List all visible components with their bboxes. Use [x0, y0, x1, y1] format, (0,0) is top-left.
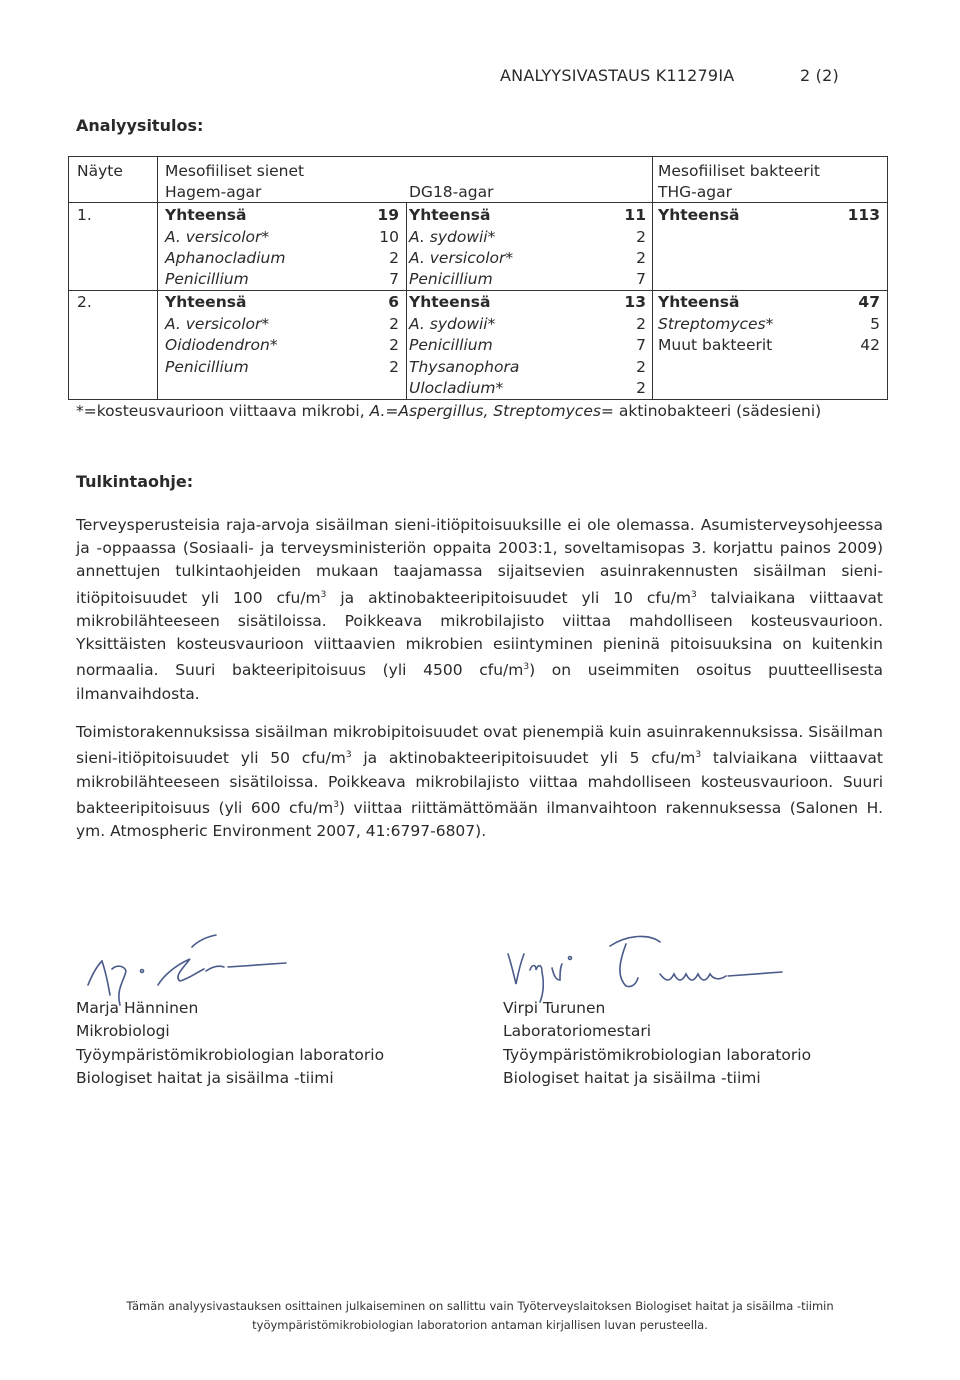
hagem-value: 7	[389, 270, 399, 288]
dg18-value: 2	[636, 249, 646, 267]
dg18-value: 2	[636, 379, 646, 397]
header-fungi: Mesofiiliset sienet	[165, 162, 305, 180]
results-title: Analyysitulos:	[76, 116, 204, 135]
footer-line-2: työympäristömikrobiologian laboratorion antaman kirjallisen luvan perusteella.	[252, 1318, 708, 1332]
thg-value: 47	[858, 293, 880, 311]
dg18-name: A. sydowii*	[409, 315, 496, 333]
dg18-name: A. versicolor*	[409, 249, 514, 267]
hagem-name: Aphanocladium	[165, 249, 286, 267]
signatory-lab: Työympäristömikrobiologian laboratorio	[503, 1045, 812, 1064]
thg-value: 42	[860, 336, 880, 354]
hagem-value: 2	[389, 249, 399, 267]
hagem-value: 10	[379, 228, 399, 246]
dg18-value: 7	[636, 336, 646, 354]
thg-name: Streptomyces*	[658, 315, 774, 333]
superscript: 3	[333, 799, 339, 810]
footnote-part1: *=kosteusvaurioon viittaava mikrobi,	[76, 402, 370, 420]
signatory-team: Biologiset haitat ja sisäilma -tiimi	[503, 1068, 761, 1087]
superscript: 3	[523, 662, 530, 673]
hagem-name: A. versicolor*	[165, 228, 270, 246]
header-sample: Näyte	[77, 162, 123, 180]
hagem-value: 2	[389, 336, 399, 354]
hagem-value: 6	[388, 293, 399, 311]
dg18-value: 2	[636, 358, 646, 376]
report-id: ANALYYSIVASTAUS K11279IA	[500, 66, 735, 85]
hagem-value: 19	[377, 206, 399, 224]
dg18-name: Yhteensä	[409, 206, 491, 224]
sample-number: 1.	[77, 206, 92, 224]
dg18-value: 2	[636, 315, 646, 333]
superscript: 3	[320, 589, 327, 600]
dg18-name: Penicillium	[409, 270, 493, 288]
signatory-team: Biologiset haitat ja sisäilma -tiimi	[76, 1068, 334, 1087]
interpretation-paragraph-1: Terveysperusteisia raja-arvoja sisäilman sieni-itiöpitoisuuksille ei ole olemassa. Asumisterveysohjeessa ja -oppaassa (Sosiaali- ja terveysministeriön oppaita 2003:1, soveltamisopas 3. korjattu painos 2009) annettujen tulkintaohjeiden mukaan taajamassa sijaitsevien asuinrakennusten sisäilman sieni-itiöpitoisuudet yli 100 cfu/$m^3$ ja aktinobakteeripitoisuudet yli 10 cfu/$m^3$ talviaikana viittaavat mikrobilähteeseen sisätiloissa. Poikkeava mikrobilajisto viittaa mahdolliseen kosteusvaurioon. Yksittäisten kosteusvaurioon viittaavien mikrobien esiintyminen pieninä pitoisuuksina on kuitenkin normaalia. Suuri bakteeripitoisuus (yli 4500 cfu/$m^3$) on useimmiten osoitus puutteellisesta ilmanvaihdosta.	[76, 516, 883, 703]
superscript: 3	[691, 589, 697, 600]
hagem-value: 2	[389, 315, 399, 333]
dg18-value: 7	[636, 270, 646, 288]
signatory-title: Mikrobiologi	[76, 1022, 170, 1041]
interpretation-title: Tulkintaohje:	[76, 472, 194, 491]
dg18-value: 11	[624, 206, 646, 224]
hagem-name: Yhteensä	[165, 293, 247, 311]
dg18-name: A. sydowii*	[409, 228, 496, 246]
dg18-value: 13	[624, 293, 646, 311]
footer-line-1: Tämän analyysivastauksen osittainen julkaiseminen on sallittu vain Työterveyslaitoksen Biologiset haitat ja sisäilma -tiimin	[126, 1299, 834, 1313]
dg18-name: Ulocladium*	[409, 379, 504, 397]
hagem-name: Penicillium	[165, 358, 249, 376]
hagem-name: Yhteensä	[165, 206, 247, 224]
footnote-part2: A.=Aspergillus, Streptomyces=	[369, 402, 614, 420]
footnote-part3: aktinobakteeri (sädesieni)	[613, 402, 822, 420]
hagem-value: 2	[389, 358, 399, 376]
interpretation-paragraph-2: Toimistorakennuksissa sisäilman mikrobipitoisuudet ovat pienempiä kuin asuinrakennuksissa. Sisäilman sieni-itiöpitoisuudet yli 50 cfu/$m^3$ ja aktinobakteeripitoisuudet yli 5 cfu/$m^3$ talviaikana viittaavat mikrobilähteeseen sisätiloissa. Poikkeava mikrobilajisto viittaa mahdolliseen kosteusvaurioon. Suuri bakteeripitoisuus (yli 600 cfu/$m^3$) viittaa riittämättömään ilmanvaihtoon rakennuksessa (Salonen H. ym. Atmospheric Environment 2007, 41:6797-6807).	[76, 723, 884, 841]
dg18-name: Thysanophora	[409, 358, 520, 376]
header-bacteria: Mesofiiliset bakteerit	[658, 162, 820, 180]
thg-name: Muut bakteerit	[658, 336, 773, 354]
hagem-name: A. versicolor*	[165, 315, 270, 333]
table-footnote	[76, 402, 821, 420]
header-thg: THG-agar	[658, 183, 732, 201]
signatory-name: Marja Hänninen	[76, 999, 199, 1017]
signatory-title: Laboratoriomestari	[503, 1022, 652, 1041]
thg-value: 113	[847, 206, 880, 224]
signatory-block-2	[503, 997, 811, 1090]
hagem-name: Oidiodendron*	[165, 336, 278, 354]
signatory-lab: Työympäristömikrobiologian laboratorio	[76, 1045, 385, 1064]
page-header	[500, 66, 860, 85]
footer-disclaimer	[0, 1297, 960, 1335]
dg18-value: 2	[636, 228, 646, 246]
sample-number: 2.	[77, 293, 92, 311]
dg18-name: Penicillium	[409, 336, 493, 354]
page-number: 2 (2)	[800, 66, 839, 85]
superscript: 3	[695, 750, 702, 761]
thg-name: Yhteensä	[658, 206, 740, 224]
superscript: 3	[345, 750, 352, 761]
thg-name: Yhteensä	[658, 293, 740, 311]
signatory-name: Virpi Turunen	[503, 999, 606, 1017]
header-dg18: DG18-agar	[409, 183, 494, 201]
hagem-name: Penicillium	[165, 270, 249, 288]
thg-value: 5	[870, 315, 880, 333]
signatory-block-1	[76, 997, 384, 1090]
dg18-name: Yhteensä	[409, 293, 491, 311]
header-hagem: Hagem-agar	[165, 183, 262, 201]
results-table	[68, 156, 888, 400]
